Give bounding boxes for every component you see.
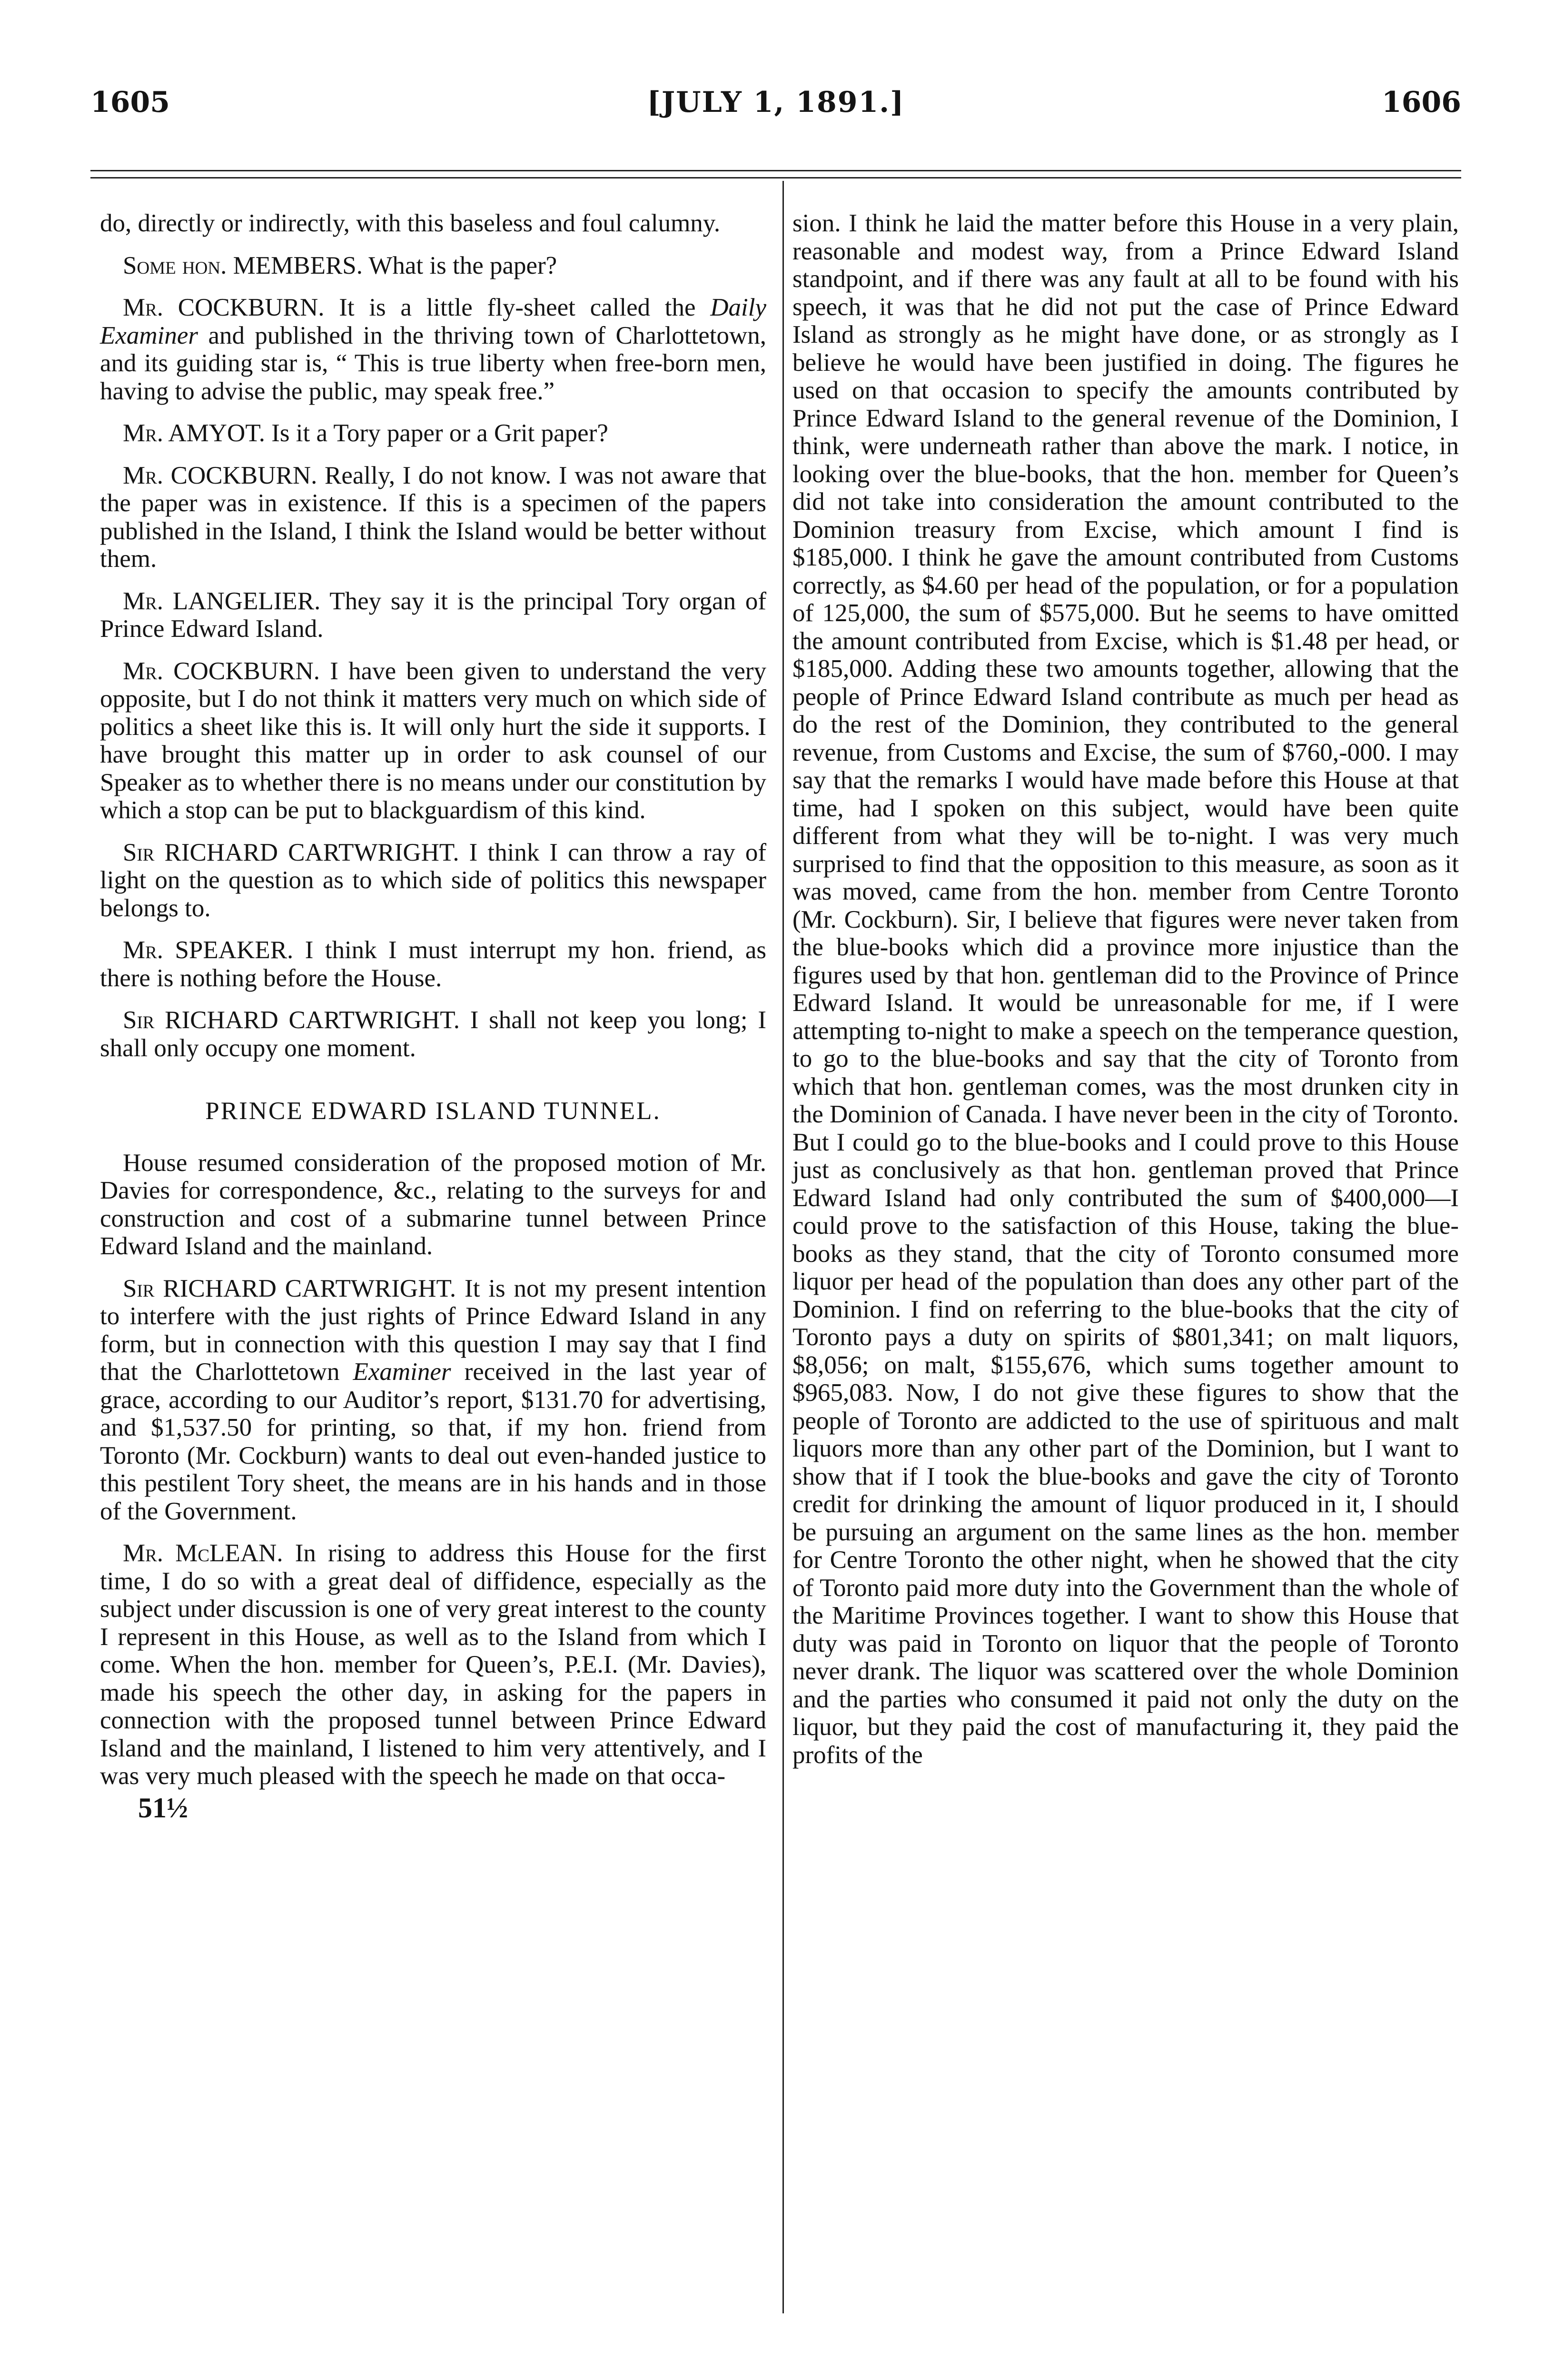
paragraph-text: do, directly or indirectly, with this baseless and foul calumny.: [100, 209, 721, 237]
speaker-name: Mr. COCKBURN.: [123, 657, 320, 685]
paragraph: [100, 209, 766, 238]
speech: [100, 419, 766, 447]
page-header: [90, 86, 1461, 129]
page-date-title: [JULY 1, 1891.]: [647, 86, 905, 119]
speech-text: In rising to address this House for the first time, I do so with a great deal of diffidence, especially as the subject under discussion is one of very great interest to the county I represent in this House, as well as to the Island from which I come. When the hon. member for Queen’s, P.E.I. (Mr. Davies), made his speech the other day, in asking for the papers in connection with the proposed tunnel between Prince Edward Island and the mainland, I listened to him very attentively, and I was very much pleased with the speech he made on that occa-: [100, 1539, 766, 1790]
speech: [100, 587, 766, 643]
speech-text: They say it is the principal Tory organ of Prince Edward Island.: [100, 587, 766, 643]
signature-mark: 51½: [138, 1792, 188, 1824]
speech-text: Really, I do not know. I was not aware that the paper was in existence. If this is a specimen of the papers published in the Island, I think the Island would be better without them.: [100, 461, 767, 573]
paragraph-text: sion. I think he laid the matter before this House in a very plain, reasonable and modest way, from a Prince Edward Island standpoint, and if there was any fault at all to be found with his speech, it was that he did not put the case of Prince Edward Island as strongly as he might have done, or as strongly as I believe he would have been justified in doing. The figures he used on that occasion to specify the amounts contributed by Prince Edward Island to the general revenue of the Dominion, I think, were underneath rather than above the mark. I notice, in looking over the blue-books, that the hon. member for Queen’s did not take into consideration the amount contributed to the Dominion treasury from Excise, which amount I find is $185,000. I think he gave the amount contributed from Customs correctly, as $4.60 per head of the population, or for a population of 125,000, the sum of $575,000. But he seems to have omitted the amount contributed from Excise, which is $1.48 per head, or $185,000. Adding these two amounts together, allowing that the people of Prince Edward Island contribute as much per head as do the rest of the Dominion, they contributed to the general revenue, from Customs and Excise, the sum of $760,-000. I may say that the remarks I would have made before this House at that time, had I spoken on this subject, would have been quite different from what they will be to-night. I was very much surprised to find that the opposition to this measure, as soon as it was moved, came from the hon. member from Centre Toronto (Mr. Cockburn). Sir, I believe that figures were never taken from the blue-books which did a province more injustice than the figures used by that hon. gentleman did to the Province of Prince Edward Island. It would be unreasonable for me, if I were attempting to-night to make a speech on the temperance question, to go to the blue-books and say that the city of Toronto from which that hon. gentleman comes, was the most drunken city in the Dominion of Canada. I have never been in the city of Toronto. But I could go to the blue-books and I could prove to this House just as conclusively as that hon. gentleman proved that Prince Edward Island had only contributed the sum of $400,000—I could prove to the satisfaction of this House, taking the blue-books as they stand, that the city of Toronto consumed more liquor per head of the population than does any other part of the Dominion. I find on referring to the blue-books that the city of Toronto pays a duty on spirits of $801,341; on malt liquors, $8,056; on malt, $155,676, which sums together amount to $965,083. Now, I do not give these figures to show that the people of Toronto are addicted to the use of spirituous and malt liquors more than any other part of the Dominion, but I want to show that if I took the blue-books and gave the city of Toronto credit for drinking the amount of liquor produced in it, I should be pursuing an argument on the same lines as the hon. member for Centre Toronto the other night, when he showed that the city of Toronto paid more duty into the Government than the whole of the Maritime Provinces together. I want to show this House that duty was paid in Toronto on liquor that the people of Toronto never drank. The liquor was scattered over the whole Dominion and the parties who consumed it paid not only the duty on the liquor, but they paid the cost of manufacturing it, they paid the profits of the: [792, 209, 1459, 1769]
speech-text: I have been given to understand the very opposite, but I do not think it matters very much on which side of politics a sheet like this is. It will only hurt the side it supports. I have brought this matter up in order to ask counsel of our Speaker as to whether there is no means under our constitution by which a stop can be put to blackguardism of this kind.: [100, 657, 766, 824]
speaker-name: Sir RICHARD CARTWRIGHT.: [123, 1006, 460, 1034]
speech: [100, 462, 766, 573]
speaker-name: Sir RICHARD CARTWRIGHT.: [123, 1274, 456, 1302]
paragraph: [100, 1149, 766, 1260]
speech: [100, 1275, 766, 1526]
speaker-name: Mr. COCKBURN.: [123, 461, 317, 489]
speech-text: What is the paper?: [368, 251, 557, 279]
speech: [100, 1539, 766, 1790]
newspaper-title: Examiner: [353, 1358, 451, 1386]
speech-text: I shall not keep you long; I shall only occupy one moment.: [100, 1006, 767, 1062]
paragraph-text: House resumed consideration of the proposed motion of Mr. Davies for correspondence, &c., relating to the surveys for and construction and cost of a submarine tunnel between Prince Edward Island and the mainland.: [100, 1149, 766, 1260]
speech-text: Is it a Tory paper or a Grit paper?: [271, 419, 608, 447]
section-heading: PRINCE EDWARD ISLAND TUNNEL.: [205, 1097, 661, 1125]
speech: [100, 252, 766, 280]
header-rule-bottom: [90, 177, 1461, 178]
speaker-name: Mr. McLEAN.: [123, 1539, 283, 1567]
paragraph: [792, 209, 1459, 1769]
speech: [100, 839, 766, 922]
speech: [100, 657, 766, 824]
speaker-name: Sir RICHARD CARTWRIGHT.: [123, 838, 459, 866]
speech: [100, 1006, 766, 1062]
speech-text: It is a little fly-sheet called the: [339, 294, 696, 321]
speech: [100, 294, 766, 405]
speaker-name: Mr. SPEAKER.: [123, 936, 294, 964]
speaker-name: Mr. AMYOT.: [123, 419, 266, 447]
right-column: [792, 209, 1459, 1769]
speaker-name: Mr. COCKBURN.: [123, 294, 325, 321]
newspaper-title: Daily Examiner: [100, 294, 767, 349]
speaker-name: Some hon. MEMBERS.: [123, 251, 363, 279]
speech-text: It is not my present intention to interfere with the just rights of Prince Edward Island in any form, but in connection with this question I may say that I find that the Charlottetown: [100, 1274, 767, 1386]
speech-text: received in the last year of grace, according to our Auditor’s report, $131.70 for advertising, and $1,537.50 for printing, so that, if my hon. friend from Toronto (Mr. Cockburn) wants to deal out even-handed justice to this pestilent Tory sheet, the means are in his hands and in those of the Government.: [100, 1358, 767, 1525]
speech-text: I think I can throw a ray of light on the question as to which side of politics this newspaper belongs to.: [100, 838, 767, 922]
left-page-number: 1605: [90, 86, 170, 119]
right-page-number: 1606: [1382, 86, 1461, 119]
speech-text: and published in the thriving town of Charlottetown, and its guiding star is, “ This is true liberty when free-born men, having to advise the public, may speak free.”: [100, 321, 767, 405]
left-column: [100, 209, 766, 1822]
speech-text: I think I must interrupt my hon. friend, as there is nothing before the House.: [100, 936, 767, 992]
column-divider: [782, 181, 784, 2313]
speech: [100, 936, 766, 992]
header-rule-top: [90, 170, 1461, 171]
speaker-name: Mr. LANGELIER.: [123, 587, 321, 615]
